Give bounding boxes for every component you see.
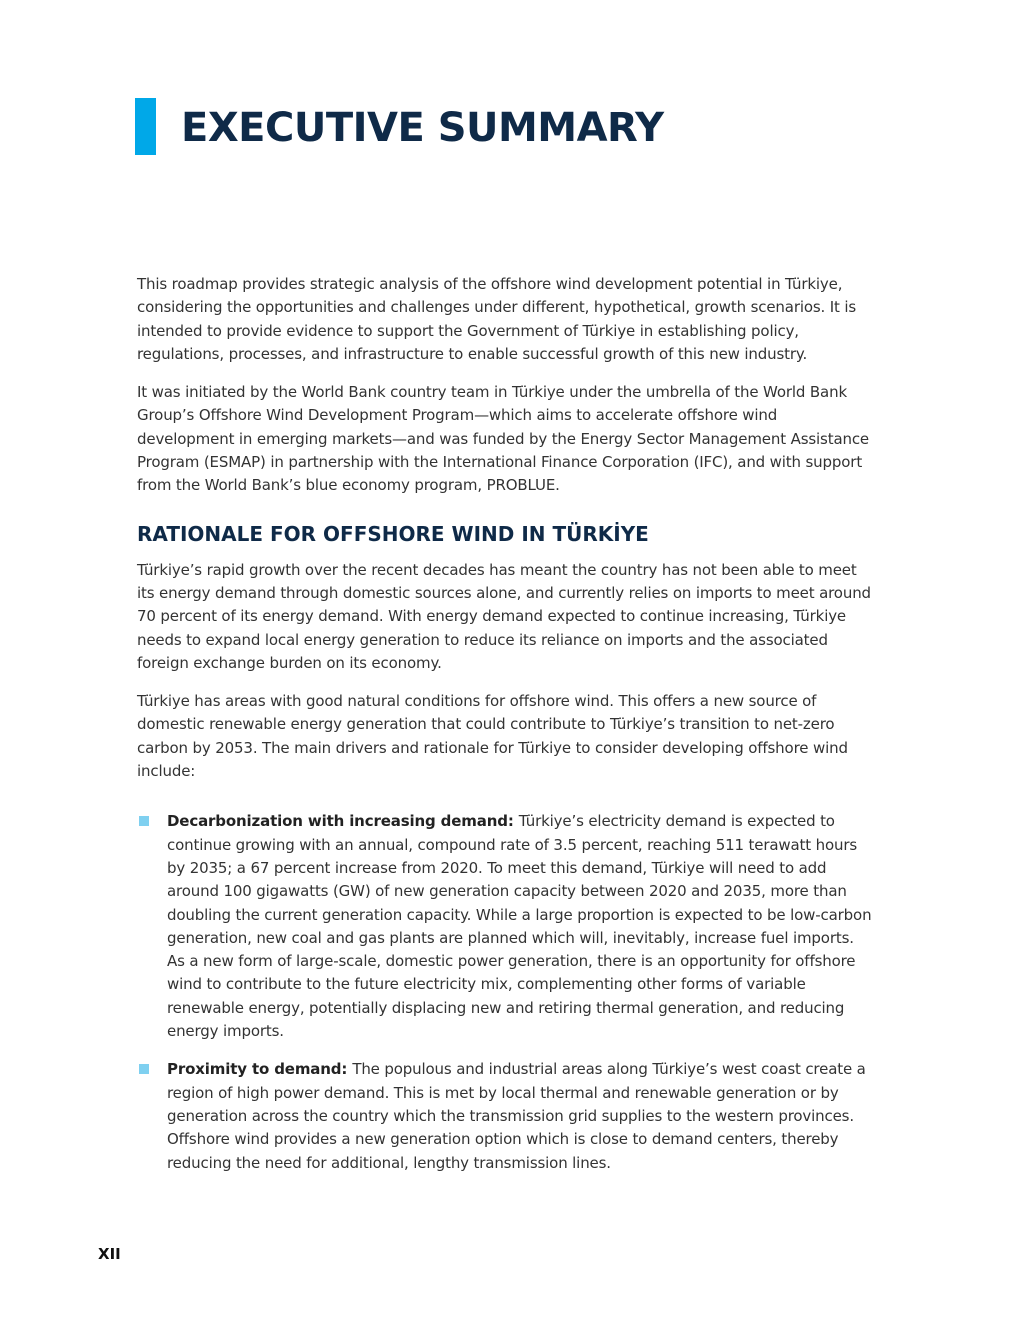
section-paragraph-1: Türkiye’s rapid growth over the recent decades has meant the country has not been able to meet its energy demand through domestic sources alone, and currently relies on imports to meet around 70 percent of its energy demand. With energy demand expected to continue increasing, Türkiye needs to expand local energy generation to reduce its reliance on imports and the associated foreign exchange burden on its economy.	[137, 560, 871, 672]
drivers-list	[137, 810, 875, 1174]
main-content	[137, 273, 875, 1190]
square-bullet-icon	[139, 1064, 149, 1074]
section-heading: RATIONALE FOR OFFSHORE WIND IN TÜRKİYE	[137, 521, 649, 546]
bullet-lead: Proximity to demand:	[167, 1060, 353, 1079]
list-item	[137, 1058, 875, 1174]
bullet-lead: Decarbonization with increasing demand:	[167, 812, 519, 831]
bullet-text: Türkiye’s electricity demand is expected to continue growing with an annual, compound rate of 3.5 percent, reaching 511 terawatt hours by 2035; a 67 percent increase from 2020. To meet this demand, Türkiye will need to add around 100 gigawatts (GW) of new generation capacity between 2020 and 2035, more than doubling the current generation capacity. While a large proportion is expected to be low-carbon generation, new coal and gas plants are planned which will, inevitably, increase fuel imports. As a new form of large-scale, domestic power generation, there is an opportunity for offshore wind to contribute to the future electricity mix, complementing other forms of variable renewable energy, potentially displacing new and retiring thermal generation, and reducing energy imports.	[167, 812, 872, 1041]
title-accent-bar	[135, 98, 156, 155]
square-bullet-icon	[139, 816, 149, 826]
page-number: XII	[98, 1245, 121, 1263]
section-paragraph-2: Türkiye has areas with good natural conditions for offshore wind. This offers a new source of domestic renewable energy generation that could contribute to Türkiye’s transition to net-zero carbon by 2053. The main drivers and rationale for Türkiye to consider developing offshore wind include:	[137, 692, 848, 781]
page-title: EXECUTIVE SUMMARY	[181, 105, 664, 151]
intro-paragraph-1: This roadmap provides strategic analysis of the offshore wind development potential in Türkiye, considering the opportunities and challenges under different, hypothetical, growth scenarios. It is intended to provide evidence to support the Government of Türkiye in establishing policy, regulations, processes, and infrastructure to enable successful growth of this new industry.	[137, 275, 857, 363]
intro-paragraph-2: It was initiated by the World Bank country team in Türkiye under the umbrella of the World Bank Group’s Offshore Wind Development Program—which aims to accelerate offshore wind development in emerging markets—and was funded by the Energy Sector Management Assistance Program (ESMAP) in partnership with the International Finance Corporation (IFC), and with support from the World Bank’s blue economy program, PROBLUE.	[137, 383, 870, 495]
bullet-text: The populous and industrial areas along Türkiye’s west coast create a region of high power demand. This is met by local thermal and renewable generation or by generation across the country which the transmission grid supplies to the western provinces. Offshore wind provides a new generation option which is close to demand centers, thereby reducing the need for additional, lengthy transmission lines.	[167, 1060, 866, 1172]
list-item	[137, 810, 875, 1043]
